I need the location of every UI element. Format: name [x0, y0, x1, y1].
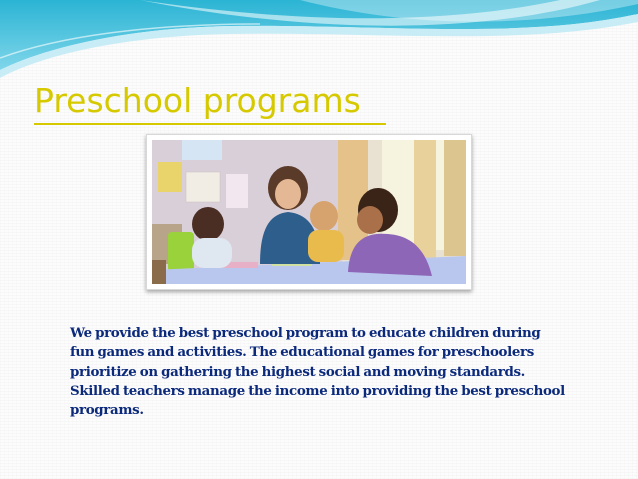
body-line: We provide the best preschool program to educate children during: [70, 325, 541, 341]
classroom-photo-frame: [146, 134, 472, 290]
slide-title: Preschool programs: [34, 81, 361, 120]
body-line: prioritize on gathering the highest social and moving standards.: [70, 363, 525, 380]
body-paragraph: [70, 324, 610, 420]
body-line: Skilled teachers manage the income into providing the best preschool: [70, 382, 565, 399]
body-line: fun games and activities. The educational games for preschoolers: [70, 344, 534, 361]
body-line: programs.: [70, 402, 144, 419]
classroom-photo: [152, 140, 466, 284]
title-underline: [34, 123, 386, 125]
wave-header-decoration: [0, 0, 638, 78]
